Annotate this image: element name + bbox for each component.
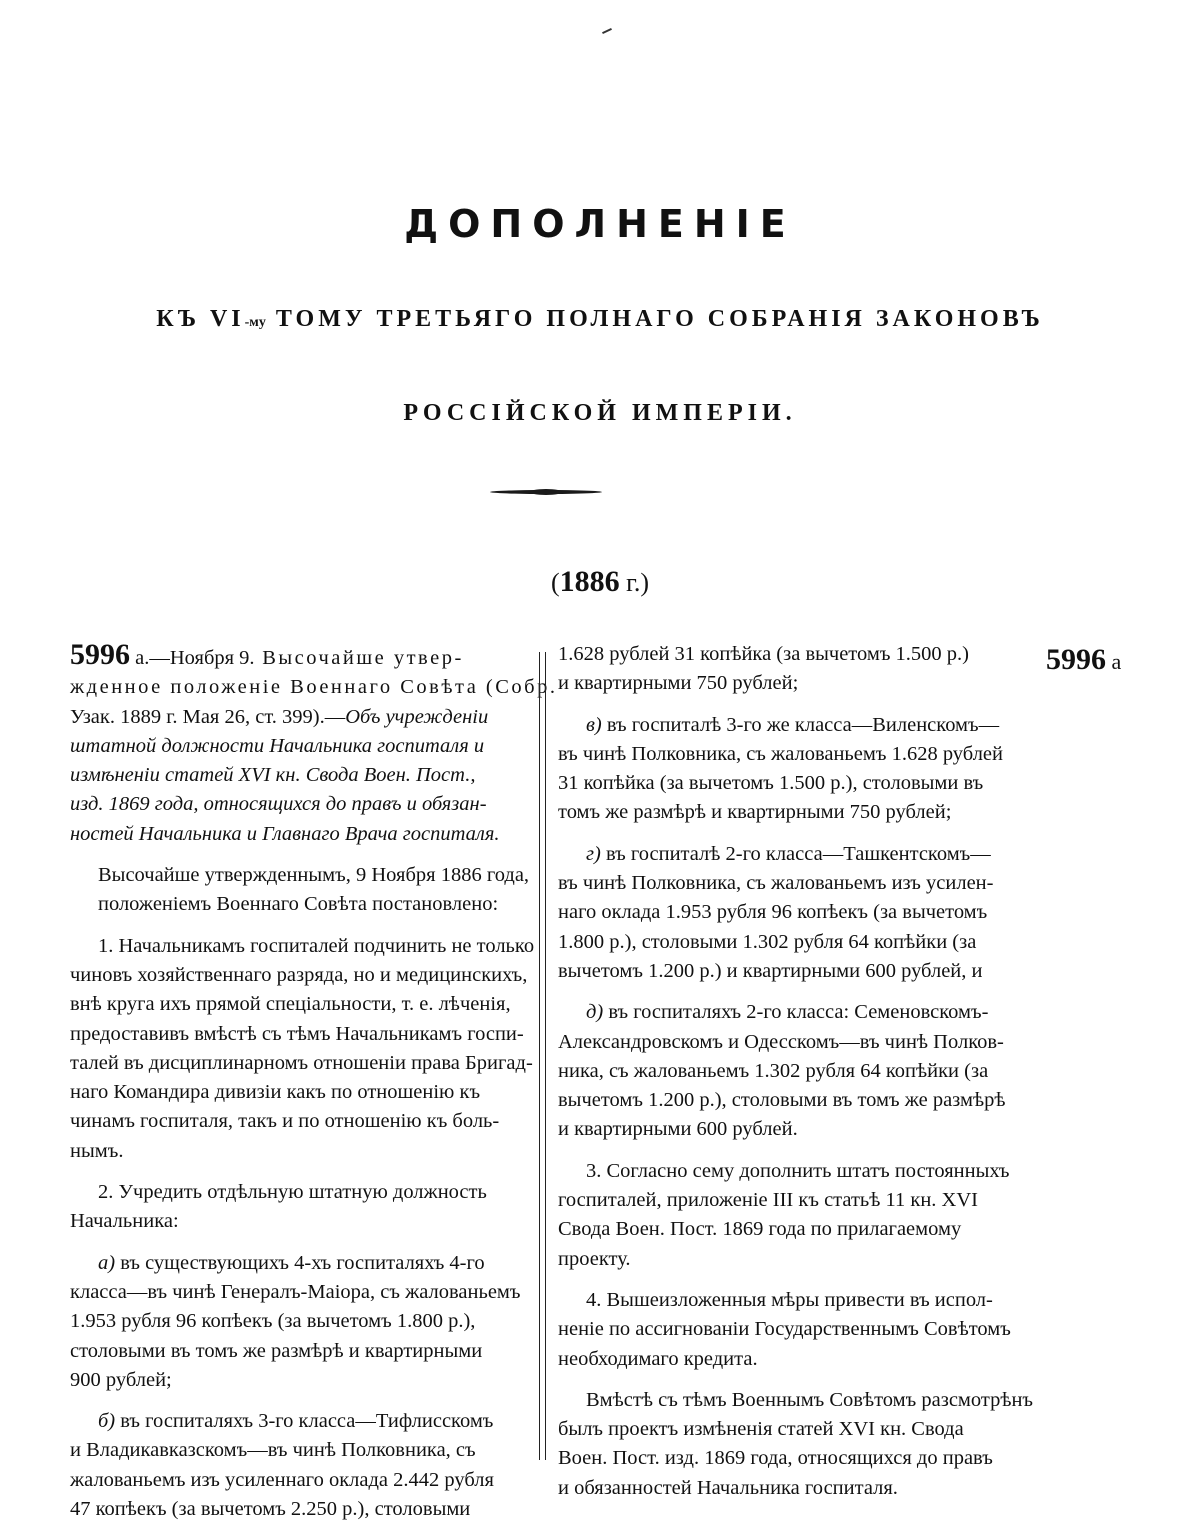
text-line: и обязанностей Начальника госпиталя.: [558, 1476, 898, 1499]
year-open-paren: (: [550, 568, 560, 597]
text-line: вычетомъ 1.200 р.) и квартирными 600 рублей, и: [558, 959, 983, 982]
item-letter: в): [586, 713, 602, 736]
text-line: жалованьемъ изъ усиленнаго оклада 2.442 рубля: [70, 1468, 494, 1491]
item-letter: а): [98, 1251, 116, 1274]
text-line: талей въ дисциплинарномъ отношеніи права Бригад-: [70, 1051, 533, 1074]
text-line: 4. Вышеизложенныя мѣры привести въ испол-: [586, 1288, 993, 1311]
text-line: и Владикавказскомъ—въ чинѣ Полковника, съ: [70, 1439, 476, 1462]
text-line: въ чинѣ Полковника, съ жалованьемъ 1.628 рублей: [558, 742, 1004, 765]
text-line: Начальника:: [70, 1210, 179, 1233]
text-line: неніе по ассигнованіи Государственнымъ Совѣтомъ: [558, 1318, 1011, 1341]
article-header-paragraph: [70, 638, 558, 849]
margin-number: 5996: [1046, 643, 1106, 676]
paragraph-2: [70, 1178, 526, 1237]
text-line: 1.953 рубля 96 копѣекъ (за вычетомъ 1.800 р.),: [70, 1310, 476, 1333]
paragraph-2a: [70, 1249, 526, 1395]
ornamental-rule: [490, 490, 602, 494]
stray-mark: [602, 28, 612, 34]
text-segment: въ госпиталѣ 2-го класса—Ташкентскомъ—: [600, 842, 991, 865]
text-line: и квартирными 600 рублей.: [558, 1118, 798, 1141]
subtitle-part-b: ТОМУ ТРЕТЬЯГО ПОЛНАГО СОБРАНІЯ ЗАКОНОВЪ: [265, 306, 1044, 332]
article-header-line: [70, 640, 526, 673]
year-heading: [0, 562, 1200, 603]
text-line: класса—въ чинѣ Генералъ-Маіора, съ жалованьемъ: [70, 1280, 521, 1303]
text-line: и квартирными 750 рублей;: [558, 672, 799, 695]
text-line: [558, 840, 1045, 869]
left-column: [70, 638, 558, 1536]
document-title: ДОПОЛНЕНІЕ: [404, 202, 796, 246]
text-line: чинамъ госпиталя, такъ и по отношенію къ боль-: [70, 1110, 500, 1133]
paragraph-2v: [558, 711, 1045, 828]
subtitle-superscript: -му: [244, 315, 266, 330]
text-line: наго оклада 1.953 рубля 96 копѣекъ (за вычетомъ: [558, 901, 988, 924]
text-line: былъ проектъ измѣненія статей XVI кн. Свода: [558, 1418, 964, 1441]
text-line: предоставивъ вмѣстѣ съ тѣмъ Начальникамъ госпи-: [70, 1022, 524, 1045]
text-line: наго Командира дивизіи какъ по отношенію къ: [70, 1081, 481, 1104]
text-line: [558, 711, 1045, 740]
text-line: внѣ круга ихъ прямой спеціальности, т. е. лѣченія,: [70, 993, 511, 1016]
text-line: 900 рублей;: [70, 1368, 172, 1391]
paragraph-4: [558, 1286, 1045, 1374]
italic-line: штатной должности Начальника госпиталя и: [70, 734, 485, 757]
text-line: Свода Воен. Пост. 1869 года по прилагаемому: [558, 1218, 962, 1241]
text-segment: въ госпиталѣ 3-го же класса—Виленскомъ—: [601, 713, 1000, 736]
paragraph-1: [70, 932, 535, 1166]
paragraph-3: [558, 1157, 1045, 1274]
margin-article-number: [1046, 640, 1121, 685]
margin-suffix: а: [1106, 649, 1122, 674]
text-line: [558, 998, 1045, 1027]
year-suffix: г.): [619, 568, 650, 597]
text-line: госпиталей, приложеніе III къ статьѣ 11 кн. XVI: [558, 1189, 978, 1212]
text-line: томъ же размѣрѣ и квартирными 750 рублей;: [558, 801, 952, 824]
article-number: 5996: [70, 638, 130, 671]
text-line: 2. Учредить отдѣльную штатную должность: [98, 1181, 487, 1204]
text-line: Александровскомъ и Одесскомъ—въ чинѣ Полков-: [558, 1030, 1004, 1053]
text-line: 31 копѣйка (за вычетомъ 1.500 р.), столовыми въ: [558, 772, 984, 795]
text-line: Высочайше утвержденнымъ, 9 Ноября 1886 года,: [98, 864, 530, 887]
paragraph-2d: [558, 998, 1045, 1144]
italic-line: изд. 1869 года, относящихся до правъ и обязан-: [70, 793, 487, 816]
item-letter: б): [98, 1410, 116, 1433]
text-line: 1.628 рублей 31 копѣйка (за вычетомъ 1.500 р.): [558, 643, 970, 665]
text-line: нымъ.: [70, 1139, 124, 1162]
text-line: [70, 1407, 526, 1436]
paragraph-2g: [558, 840, 1045, 986]
text-line: 47 копѣекъ (за вычетомъ 2.250 р.), столовыми: [70, 1498, 471, 1521]
text-line: 1.800 р.), столовыми 1.302 рубля 64 копѣйки (за: [558, 930, 977, 953]
italic-line: ностей Начальника и Главнаго Врача госпиталя.: [70, 822, 500, 845]
subtitle-part-a: КЪ VI: [156, 306, 245, 332]
text-line: жденное положеніе Военнаго Совѣта (Собр.: [70, 676, 558, 699]
paragraph-resolution: [70, 861, 530, 920]
text-line: проекту.: [558, 1247, 631, 1270]
year-number: 1886: [559, 565, 620, 598]
article-intro-spaced: Высочайше утвер-: [254, 647, 464, 669]
right-column: [558, 640, 1045, 1515]
text-segment: Узак. 1889 г. Мая 26, ст. 399).—: [70, 705, 346, 728]
text-segment: въ госпиталяхъ 3-го класса—Тифлисскомъ: [115, 1410, 494, 1433]
text-line: [70, 703, 526, 732]
text-line: чиновъ хозяйственнаго разряда, но и медицинскихъ,: [70, 963, 528, 986]
text-line: 3. Согласно сему дополнить штатъ постоянныхъ: [586, 1159, 1010, 1182]
text-line: 1. Начальникамъ госпиталей подчинить не только: [98, 934, 535, 957]
text-line: [70, 1249, 526, 1278]
paragraph-continuation: [558, 640, 1045, 699]
text-line: ника, съ жалованьемъ 1.302 рубля 64 копѣйки (за: [558, 1059, 989, 1082]
text-line: вычетомъ 1.200 р.), столовыми въ томъ же размѣрѣ: [558, 1089, 1006, 1112]
item-letter: д): [586, 1001, 604, 1024]
text-line: положеніемъ Военнаго Совѣта постановлено:: [98, 893, 499, 916]
italic-segment: Объ учрежденіи: [345, 705, 489, 728]
text-line: столовыми въ томъ же размѣрѣ и квартирными: [70, 1339, 483, 1362]
italic-line: измѣненіи статей XVI кн. Свода Воен. Пост.,: [70, 764, 476, 787]
item-letter: г): [586, 842, 601, 865]
document-subtitle-line2: РОССІЙСКОЙ ИМПЕРІИ.: [403, 400, 797, 426]
article-intro: а.—Ноября 9.: [130, 647, 255, 669]
text-segment: въ госпиталяхъ 2-го класса: Семеновскомъ-: [603, 1001, 989, 1024]
document-subtitle: [0, 302, 1200, 340]
text-segment: въ существующихъ 4-хъ госпиталяхъ 4-го: [115, 1251, 485, 1274]
paragraph-5: [558, 1386, 1045, 1503]
paragraph-2b: [70, 1407, 526, 1524]
text-line: Воен. Пост. изд. 1869 года, относящихся до правъ: [558, 1447, 993, 1470]
text-line: необходимаго кредита.: [558, 1347, 758, 1370]
text-line: Вмѣстѣ съ тѣмъ Военнымъ Совѣтомъ разсмотрѣнъ: [586, 1388, 1034, 1411]
column-divider: [539, 652, 546, 1460]
text-line: въ чинѣ Полковника, съ жалованьемъ изъ усилен-: [558, 872, 994, 895]
